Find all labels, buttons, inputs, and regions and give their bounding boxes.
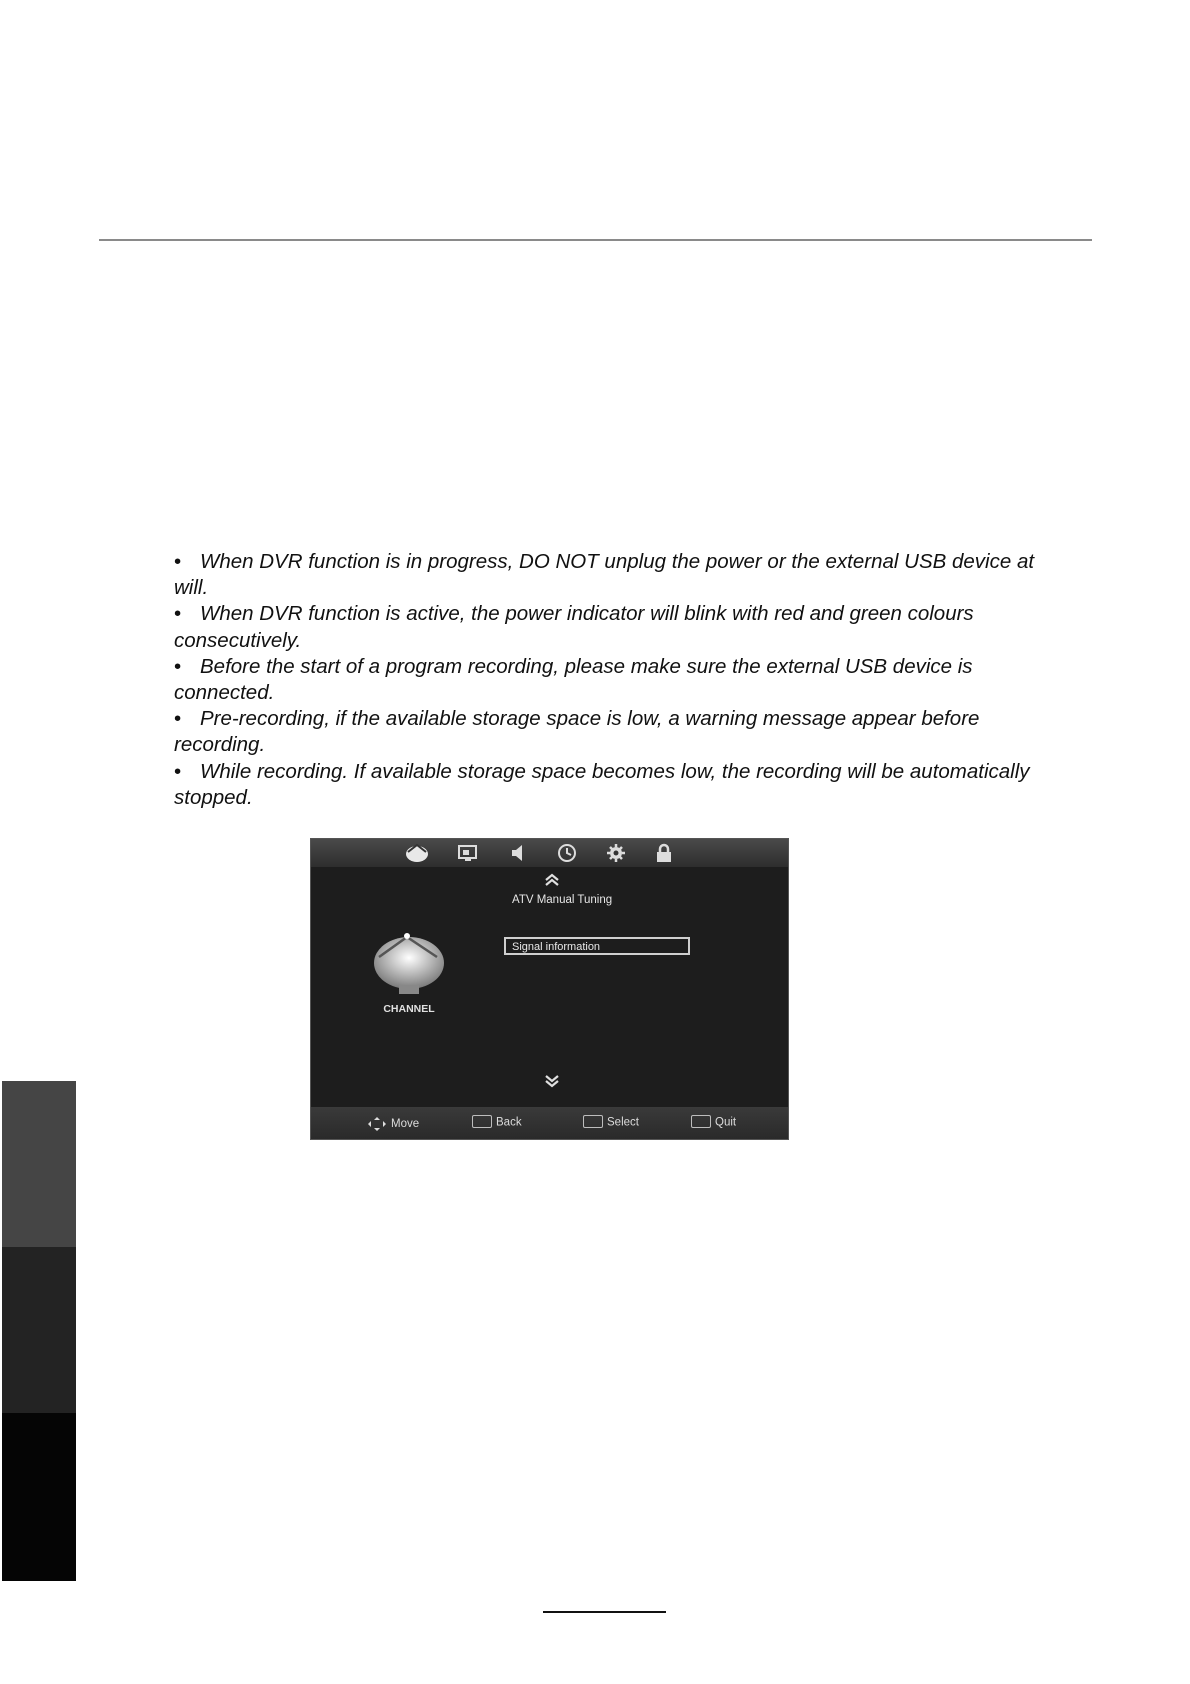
bullet: •	[174, 707, 182, 731]
note-item	[174, 601, 1054, 653]
lock-icon[interactable]	[652, 842, 676, 864]
side-tab	[2, 1247, 76, 1413]
back-hint	[472, 1116, 522, 1132]
quit-hint-label: Quit	[715, 1116, 737, 1129]
note-text: Before the start of a program recording, please make sure the external USB device is connected.	[174, 654, 973, 705]
sound-icon[interactable]	[507, 842, 531, 864]
side-tab	[2, 1413, 76, 1581]
osd-hint-bar	[311, 1107, 788, 1139]
osd-menu-tabs	[311, 839, 788, 867]
select-hint	[583, 1116, 639, 1132]
osd-menu-title: ATV Manual Tuning	[512, 894, 613, 906]
bullet: •	[174, 759, 182, 783]
note-item	[174, 654, 1054, 706]
time-icon[interactable]	[555, 842, 579, 864]
dvr-notes-list	[174, 549, 1054, 811]
move-hint	[367, 1116, 419, 1132]
page-number-rule	[543, 1611, 666, 1613]
exit-key-icon	[691, 1115, 711, 1128]
select-hint-label: Select	[607, 1116, 639, 1129]
satellite-dish-icon	[371, 931, 447, 997]
note-item	[174, 759, 1054, 811]
note-item	[174, 549, 1054, 601]
scroll-up-icon[interactable]	[542, 873, 562, 887]
back-hint-label: Back	[496, 1116, 522, 1129]
setup-icon[interactable]	[604, 842, 628, 864]
side-tab	[2, 1081, 76, 1247]
bullet: •	[174, 602, 182, 626]
menu-key-icon	[472, 1115, 492, 1128]
move-hint-label: Move	[391, 1118, 420, 1131]
tv-osd-screenshot	[310, 838, 789, 1140]
bullet: •	[174, 654, 182, 678]
note-text: When DVR function is active, the power indicator will blink with red and green colours consecutively.	[174, 602, 974, 652]
channel-icon[interactable]	[405, 842, 429, 864]
note-text: Pre-recording, if the available storage space is low, a warning message appear before recording.	[174, 707, 980, 757]
quit-hint	[691, 1116, 736, 1132]
move-arrows-icon	[367, 1116, 387, 1132]
note-item	[174, 706, 1054, 758]
note-text: While recording. If available storage space becomes low, the recording will be automatically stopped.	[174, 759, 1030, 809]
scroll-down-icon[interactable]	[542, 1074, 562, 1088]
signal-information-item[interactable]: Signal information	[504, 937, 690, 955]
bullet: •	[174, 550, 182, 573]
header-divider	[99, 239, 1092, 241]
category-label: CHANNEL	[383, 1003, 435, 1015]
ok-key-icon	[583, 1115, 603, 1128]
picture-icon[interactable]	[456, 842, 480, 864]
note-text: When DVR function is in progress, DO NOT unplug the power or the external USB device at will.	[174, 550, 1035, 600]
